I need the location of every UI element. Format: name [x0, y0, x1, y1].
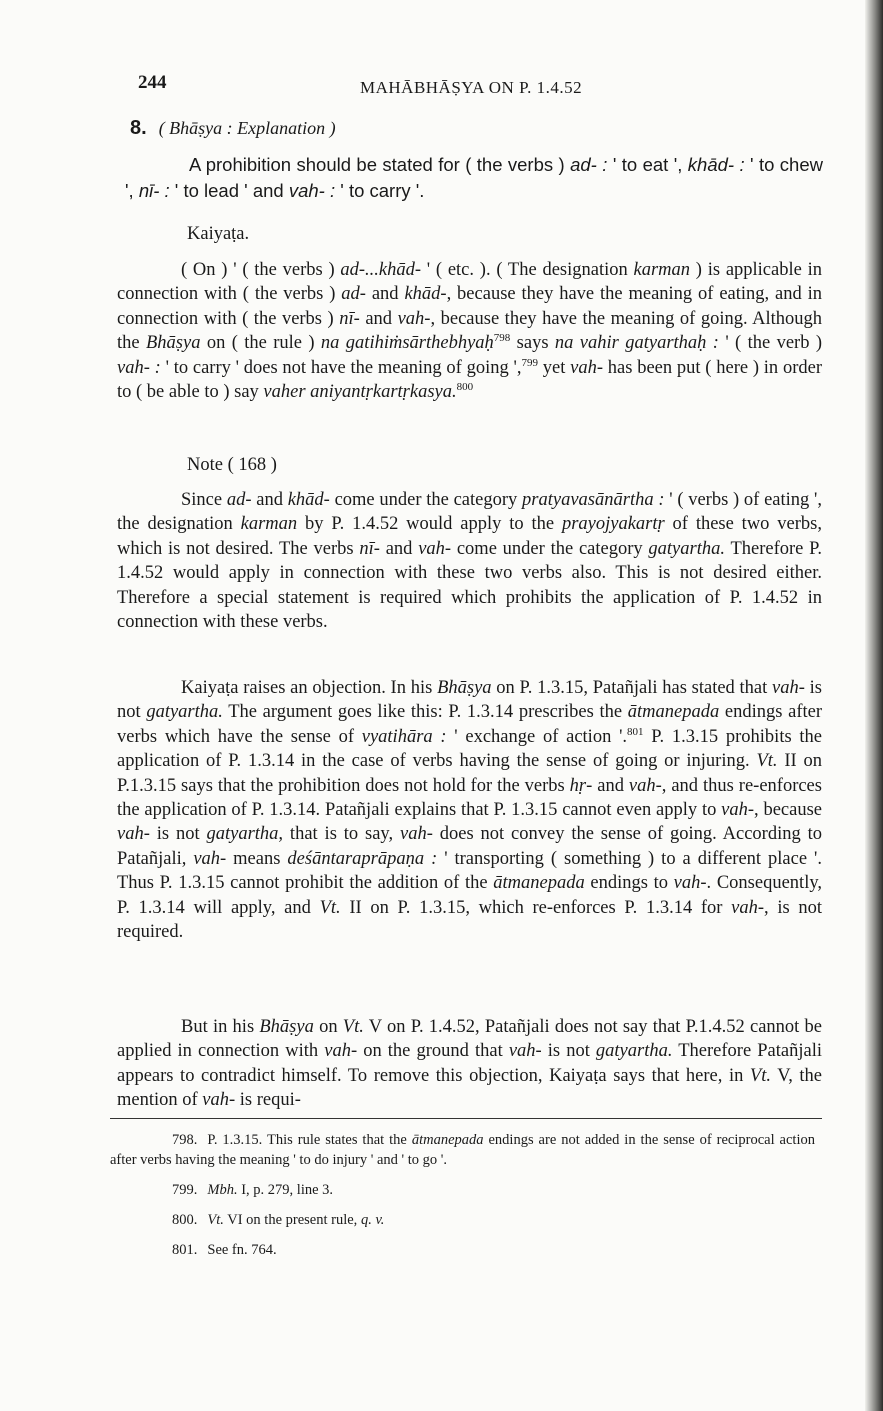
footnote-801: 801. See fn. 764.: [172, 1242, 277, 1258]
kaiyata-paragraph: ( On ) ' ( the verbs ) ad-...khād- ' ( etc. ). ( The designation karman ) is applicable in connection with ( the verbs ) ad- and khād-, because they have the meaning of eating, and in connection with ( the verbs ) nī- and vah-, because they have the meaning of going. Although the Bhāṣya on ( the rule ) na gatihiṁsārthebhyaḥ$^{798}$ says na vahir gatyarthaḥ : ' ( the verb ) vah- : ' to carry ' does not have the meaning of going ',$^{799}$ yet vah- has been put ( here ) in order to ( be able to ) say vaher aniyantṛkartṛkasya.$^{800}$: [117, 260, 823, 403]
bhasya-translation: A prohibition should be stated for ( the verbs ) ad- : ' to eat ', khād- : ' to chew ', nī- : ' to lead ' and vah- : ' to carry '.: [125, 154, 823, 201]
note-paragraph-2: Kaiyaṭa raises an objection. In his Bhāṣya on P. 1.3.15, Patañjali has stated that vah- is not gatyartha. The argument goes like this: P. 1.3.14 prescribes the ātmanepada endings after verbs which have the sense of vyatihāra : ' exchange of action '.$^{801}$ P. 1.3.15 prohibits the application of P. 1.3.14 in the case of verbs having the sense of going or injuring. Vt. II on P.1.3.15 says that the prohibition does not hold for the verbs hṛ- and vah-, and thus re-enforces the application of P. 1.3.14. Patañjali explains that P. 1.3.15 cannot even apply to vah-, because vah- is not gatyartha, that is to say, vah- does not convey the sense of going. According to Patañjali, vah- means deśāntaraprāpaṇa : ' transporting ( something ) to a different place '. Thus P. 1.3.15 cannot prohibit the addition of the ātmanepada endings to vah-. Consequently, P. 1.3.14 will apply, and Vt. II on P. 1.3.15, which re-enforces P. 1.3.14 for vah-, is not required.: [117, 678, 823, 943]
footnote-798: 798. P. 1.3.15. This rule states that the ātmanepada endings are not added in the sense of reciprocal action after verbs having the meaning ' to do injury ' and ' to go '.: [110, 1132, 815, 1168]
footnote-ref-798: 798: [493, 332, 511, 345]
page-binding-edge: [865, 0, 883, 1411]
page-number: 244: [138, 72, 167, 93]
footnote-ref-800: 800: [456, 380, 474, 393]
kaiyata-heading: Kaiyaṭa.: [187, 224, 250, 244]
footnotes: [110, 1130, 815, 1270]
footnote-799: 799. Mbh. I, p. 279, line 3.: [172, 1182, 334, 1198]
section-number: 8.: [130, 117, 147, 139]
running-title: MAHĀBHĀṢYA ON P. 1.4.52: [360, 78, 583, 97]
footnote-800: 800. Vt. VI on the present rule, q. v.: [172, 1212, 385, 1228]
note-paragraph-3: But in his Bhāṣya on Vt. V on P. 1.4.52, Patañjali does not say that P.1.4.52 cannot be applied in connection with vah- on the ground that vah- is not gatyartha. Therefore Patañjali appears to contradict himself. To remove this objection, Kaiyaṭa says that here, in Vt. V, the mention of vah- is requi-: [117, 1017, 823, 1111]
footnote-ref-801: 801: [627, 725, 644, 738]
note-heading: Note ( 168 ): [187, 455, 277, 475]
note-paragraph-1: Since ad- and khād- come under the category pratyavasānārtha : ' ( verbs ) of eating ', the designation karman by P. 1.4.52 would apply to the prayojyakartṛ of these two verbs, which is not desired. The verbs nī- and vah- come under the category gatyartha. Therefore P. 1.4.52 would apply in connection with these two verbs also. This is not desired either. Therefore a special statement is required which prohibits the application of P. 1.4.52 in connection with these verbs.: [117, 490, 822, 633]
footnote-rule: [110, 1118, 822, 1119]
section-heading: [130, 117, 336, 140]
page-header: [138, 72, 818, 100]
section-label: ( Bhāṣya : Explanation ): [158, 118, 336, 138]
footnote-ref-799: 799: [521, 356, 538, 369]
